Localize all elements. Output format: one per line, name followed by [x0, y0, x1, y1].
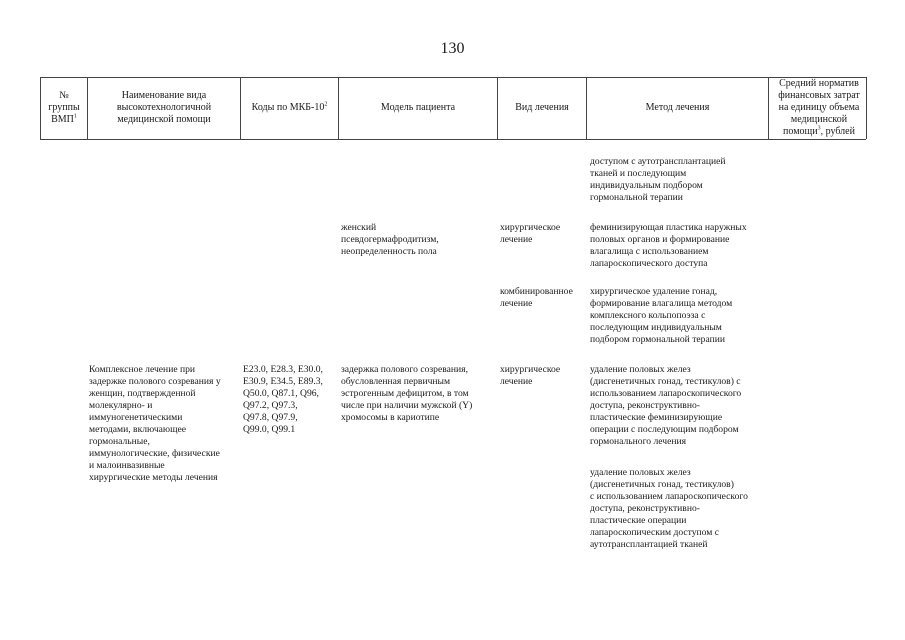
icd-codes-cell: E23.0, E28.3, E30.0, E30.9, E34.5, E89.3, Q50.0, Q87.1, Q96, Q97.2, Q97.3, Q97.8, Q97.9, Q99.0, Q99.1	[243, 364, 323, 435]
header-group-number: № группы ВМП$^1$	[48, 90, 80, 125]
page-number: 130	[440, 40, 465, 57]
header-icd-codes: Коды по МКБ-$10^2$	[251, 101, 328, 113]
header-patient-model: Модель пациента	[380, 102, 456, 113]
table-header-bottom-border	[40, 139, 866, 140]
method-cell: хирургическое удаление гонад, формирование влагалища методом комплексного кольпопоэза с последующим индивидуальным подбором гормональной терапии	[590, 286, 733, 345]
method-cell: доступом с аутотрансплантацией тканей и последующим индивидуальным подбором гормональной терапии	[590, 156, 726, 203]
method-cell: феминизирующая пластика наружных половых органов и формирование влагалища с использованием лапароскопического доступа	[590, 222, 747, 269]
patient-model-cell: задержка полового созревания, обусловленная первичным эстрогенным дефицитом, в том числе при наличии мужской (Y) хромосомы в кариотипе	[341, 364, 473, 423]
method-cell: удаление половых желез (дисгенетичных гонад, тестикулов) с использованием лапароскопического доступа, реконструктивно- пластические феминизирующие операции с последующим подбором гормонального лечения	[590, 364, 742, 447]
header-treatment-method: Метод лечения	[645, 102, 710, 113]
treatment-type-cell: хирургическое лечение	[500, 364, 561, 387]
treatment-type-cell: хирургическое лечение	[500, 222, 561, 245]
header-treatment-type: Вид лечения	[515, 102, 569, 113]
header-care-type-name: Наименование вида высокотехнологичной медицинской помощи	[116, 90, 212, 125]
patient-model-cell: женский псевдогермафродитизм, неопределенность пола	[341, 222, 439, 257]
method-cell: удаление половых желез (дисгенетичных гонад, тестикулов) с использованием лапароскопического доступа, реконструктивно- пластические операции лапароскопическим доступом с аутотрансплантацией тканей	[590, 467, 748, 550]
header-cost-norm: Средний норматив финансовых затрат на единицу объема медицинской помощи$^3$, рублей	[778, 78, 860, 137]
treatment-type-cell: комбинированное лечение	[500, 286, 573, 309]
care-type-name-cell: Комплексное лечение при задержке полового созревания у женщин, подтвержденной молекулярно- и иммуногенетическими методами, включающее гормональные, иммунологические, физические и малоинвазивные хирургические методы лечения	[89, 364, 221, 483]
